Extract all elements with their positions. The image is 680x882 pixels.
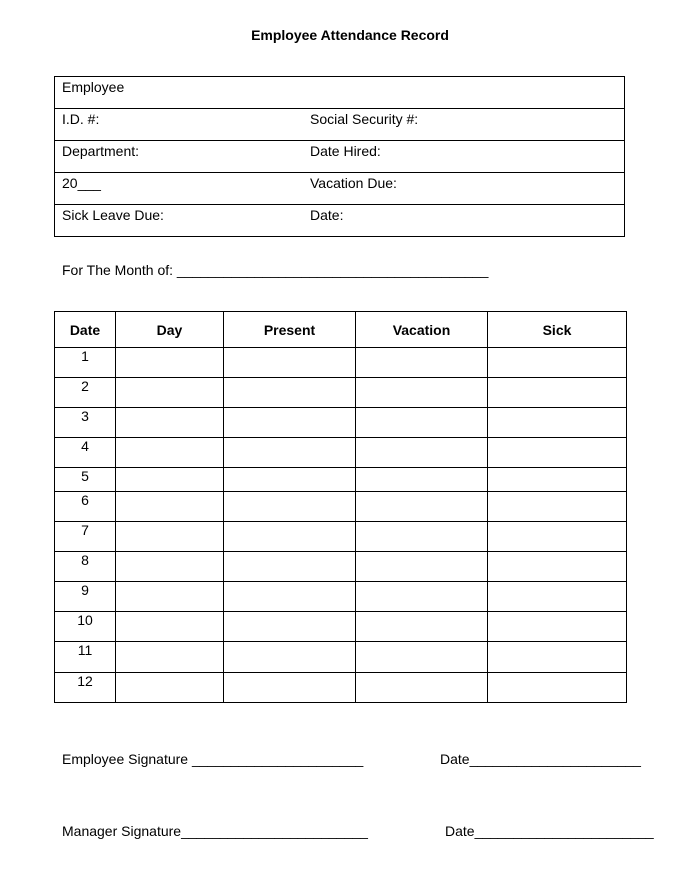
row-date-number: 10 [55,612,116,642]
ssn-label: Social Security #: [310,111,419,127]
vacation-cell[interactable] [356,378,488,408]
present-cell[interactable] [224,408,356,438]
table-row [55,522,627,552]
date-hired-label: Date Hired: [310,143,381,159]
day-cell[interactable] [116,348,224,378]
present-cell[interactable] [224,522,356,552]
day-cell[interactable] [116,612,224,642]
header-vacation: Vacation [356,312,488,348]
table-row [55,438,627,468]
sick-cell[interactable] [488,492,627,522]
vacation-cell[interactable] [356,468,488,492]
vacation-cell[interactable] [356,522,488,552]
sick-cell[interactable] [488,673,627,703]
table-row [55,673,627,703]
info-row-department [55,141,624,173]
employee-date-line: Date______________________ [440,751,641,767]
day-cell[interactable] [116,408,224,438]
row-date-number: 12 [55,673,116,703]
vacation-due-label: Vacation Due: [310,175,397,191]
day-cell[interactable] [116,582,224,612]
row-date-number: 8 [55,552,116,582]
table-row [55,552,627,582]
table-row [55,582,627,612]
manager-signature-line: Manager Signature________________________ [62,823,368,839]
info-row-id [55,109,624,141]
sick-cell[interactable] [488,348,627,378]
row-date-number: 3 [55,408,116,438]
header-date: Date [55,312,116,348]
info-row-employee [55,77,624,109]
sick-cell[interactable] [488,522,627,552]
year-label: 20___ [62,175,101,191]
table-row [55,492,627,522]
id-label: I.D. #: [62,111,100,127]
sick-cell[interactable] [488,408,627,438]
table-row [55,612,627,642]
row-date-number: 4 [55,438,116,468]
day-cell[interactable] [116,642,224,673]
table-row [55,468,627,492]
page-title: Employee Attendance Record [251,27,449,43]
month-line: For The Month of: ________________________________________ [62,262,489,278]
sick-cell[interactable] [488,378,627,408]
vacation-cell[interactable] [356,582,488,612]
row-date-number: 9 [55,582,116,612]
vacation-cell[interactable] [356,612,488,642]
table-row [55,408,627,438]
manager-date-line: Date_______________________ [445,823,654,839]
sick-cell[interactable] [488,582,627,612]
vacation-cell[interactable] [356,552,488,582]
present-cell[interactable] [224,438,356,468]
day-cell[interactable] [116,552,224,582]
table-row [55,348,627,378]
info-row-sick [55,205,624,237]
present-cell[interactable] [224,582,356,612]
present-cell[interactable] [224,378,356,408]
present-cell[interactable] [224,348,356,378]
row-date-number: 2 [55,378,116,408]
day-cell[interactable] [116,468,224,492]
table-row [55,642,627,673]
row-date-number: 7 [55,522,116,552]
present-cell[interactable] [224,492,356,522]
sick-cell[interactable] [488,552,627,582]
row-date-number: 11 [55,642,116,673]
vacation-cell[interactable] [356,492,488,522]
vacation-cell[interactable] [356,408,488,438]
row-date-number: 5 [55,468,116,492]
sick-cell[interactable] [488,612,627,642]
day-cell[interactable] [116,492,224,522]
vacation-cell[interactable] [356,348,488,378]
sick-cell[interactable] [488,438,627,468]
vacation-cell[interactable] [356,673,488,703]
sick-cell[interactable] [488,468,627,492]
row-date-number: 6 [55,492,116,522]
header-day: Day [116,312,224,348]
sick-leave-due-label: Sick Leave Due: [62,207,164,223]
header-sick: Sick [488,312,627,348]
day-cell[interactable] [116,673,224,703]
header-present: Present [224,312,356,348]
employee-signature-line: Employee Signature ______________________ [62,751,364,767]
present-cell[interactable] [224,552,356,582]
employee-info-box [54,76,625,237]
present-cell[interactable] [224,468,356,492]
table-row [55,378,627,408]
present-cell[interactable] [224,612,356,642]
present-cell[interactable] [224,673,356,703]
department-label: Department: [62,143,140,159]
vacation-cell[interactable] [356,438,488,468]
sick-cell[interactable] [488,642,627,673]
vacation-cell[interactable] [356,642,488,673]
row-date-number: 1 [55,348,116,378]
table-header-row [55,312,627,348]
present-cell[interactable] [224,642,356,673]
employee-label: Employee [62,79,125,95]
attendance-table [54,311,627,703]
date-label: Date: [310,207,344,223]
day-cell[interactable] [116,438,224,468]
day-cell[interactable] [116,378,224,408]
info-row-year [55,173,624,205]
day-cell[interactable] [116,522,224,552]
